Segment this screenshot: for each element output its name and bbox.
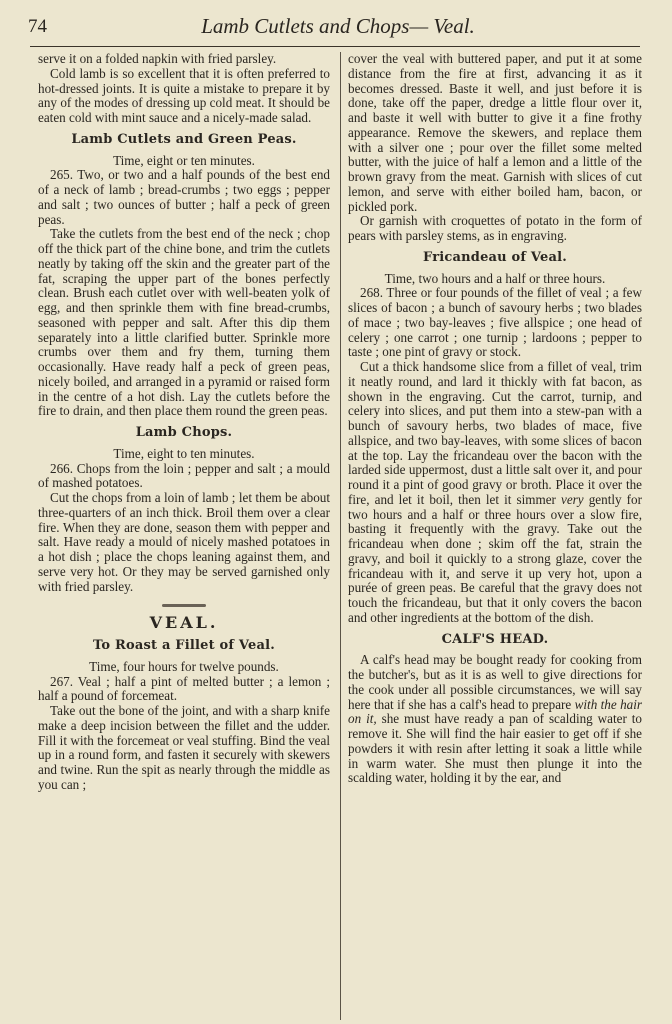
method: [348, 653, 642, 786]
paragraph: Cold lamb is so excellent that it is often preferred to hot-dressed joints. It is quite a mistake to prepare it by any of the modes of dressing up cold meat. It should be eaten cold with mint sauce and a nicely-made salad.: [38, 65, 330, 125]
recipe-heading: CALF'S HEAD.: [441, 631, 549, 647]
header-rule: [30, 46, 640, 47]
method: Take the cutlets from the best end of the neck ; chop off the thick part of the chine bone, and trim the cutlets neatly by taking off the skin and the greater part of the fat, scraping the upper part of the bones perfectly clean. Brush each cutlet over with well-beaten yolk of egg, and then sprinkle them with fine bread-crumbs, seasoned with pepper and salt. After this dip them separately into a little clarified butter. Sprinkle more crumbs over them and fry them, turning them occasionally. Have ready half a peck of green peas, nicely boiled, and arranged in a pyramid or raised form in the centre of a hot dish. Lay the cutlets before the fire to drain, and then place them round the green peas.: [38, 226, 330, 419]
paragraph: Or garnish with croquettes of potato in the form of pears with parsley stems, as in engraving.: [348, 213, 642, 243]
recipe-time: Time, four hours for twelve pounds.: [89, 658, 279, 674]
recipe-time: Time, eight or ten minutes.: [113, 152, 255, 168]
method: [348, 360, 642, 626]
italic-text: with the hair on it,: [348, 696, 642, 727]
text-run: A calf's head may be bought ready for cooking from the butcher's, but as it is as well to give directions for the cook under all possible circumstances, we will say here that if she has a calf's head to prepare: [348, 652, 642, 712]
page-number: 74: [28, 16, 47, 37]
text-run: she must have ready a pan of scalding water to remove it. She will find the hair easier to get off if she powders it with resin after letting it soak a little while in warm water. She must then plunge it into the scalding water, holding it by the ear, and: [348, 711, 642, 786]
recipe-time: Time, two hours and a half or three hours.: [384, 270, 606, 286]
right-column: [348, 52, 642, 1022]
recipe-time: Time, eight to ten minutes.: [113, 445, 255, 461]
page-header: [28, 14, 648, 44]
ornament-divider: [162, 604, 206, 607]
recipe-heading: Fricandeau of Veal.: [423, 249, 567, 265]
method: Cut the chops from a loin of lamb ; let them be about three-quarters of an inch thick. Broil them over a clear fire. When they are done, season them with pepper and salt. Have ready a mould of nicely mashed potatoes in a hot dish ; place the chops leaning against them, and serve very hot. Or they may be served garnished only with fried parsley.: [38, 490, 330, 594]
method: Take out the bone of the joint, and with a sharp knife make a deep incision between the fillet and the udder. Fill it with the forcemeat or veal stuffing. Bind the veal up in a round form, and fasten it securely with skewers and twine. Run the spit as nearly through the middle as you can ;: [38, 703, 330, 792]
left-column: [38, 52, 330, 1022]
paragraph: serve it on a folded napkin with fried parsley.: [38, 52, 277, 66]
ingredients: 267. Veal ; half a pint of melted butter ; a lemon ; half a pound of forcemeat.: [38, 673, 330, 704]
italic-text: very: [561, 491, 584, 507]
ingredients: 268. Three or four pounds of the fillet of veal ; a few slices of bacon ; a bunch of savoury herbs ; two blades of mace ; two bay-leaves ; five allspice ; one head of celery ; one carrot ; one turnip ; lardoons ; pepper to taste ; one pint of gravy or stock.: [348, 285, 642, 360]
section-heading: VEAL.: [149, 613, 219, 633]
running-title: Lamb Cutlets and Chops— Veal.: [201, 14, 475, 38]
ingredients: 266. Chops from the loin ; pepper and salt ; a mould of mashed potatoes.: [38, 460, 330, 491]
recipe-heading: Lamb Cutlets and Green Peas.: [71, 131, 297, 147]
column-divider: [340, 52, 341, 1020]
ingredients: 265. Two, or two and a half pounds of the best end of a neck of lamb ; bread-crumbs ; two eggs ; pepper and salt ; two ounces of butter ; half a peck of green peas.: [38, 167, 330, 227]
paragraph: cover the veal with buttered paper, and put it at some distance from the fire at first, advancing it as it becomes dressed. Baste it well, and just before it is done, take off the paper, dredge a little flour over it, and baste it well with butter to give it a fine frothy appearance. Remove the skewers, and replace them with a silver one ; pour over the fillet some melted butter, with the juice of half a lemon and a little of the brown gravy from the meat. Garnish with slices of cut lemon, and serve with either boiled ham, bacon, or pickled pork.: [348, 52, 642, 214]
text-run: Cut a thick handsome slice from a fillet of veal, trim it neatly round, and lard it thickly with fat bacon, as shown in the engraving. Cut the carrot, turnip, and celery into slices, and put them into a stew-pan with a bunch of savoury herbs, two blades of mace, five allspice, and two bay-leaves, with some slices of bacon at the top. Lay the fricandeau over the bacon with the larded side uppermost, dust a little salt over it, and pour round it a pint of good gravy or broth. Place it over the fire, and let it boil, then let it simmer: [348, 359, 642, 507]
recipe-heading: To Roast a Fillet of Veal.: [93, 638, 275, 653]
recipe-heading: Lamb Chops.: [135, 425, 233, 440]
text-run: gently for two hours and a half or three hours over a slow fire, basting it frequently with the gravy. Take out the fricandeau when done ; skim off the fat, strain the gravy, and boil it quickly to a strong glaze, cover the fricandeau with it, and serve it up very hot, upon a purée of green peas. Be careful that the gravy does not touch the fricandeau, but that it only covers the bacon and other ingredients at the bottom of the dish.: [348, 491, 642, 625]
